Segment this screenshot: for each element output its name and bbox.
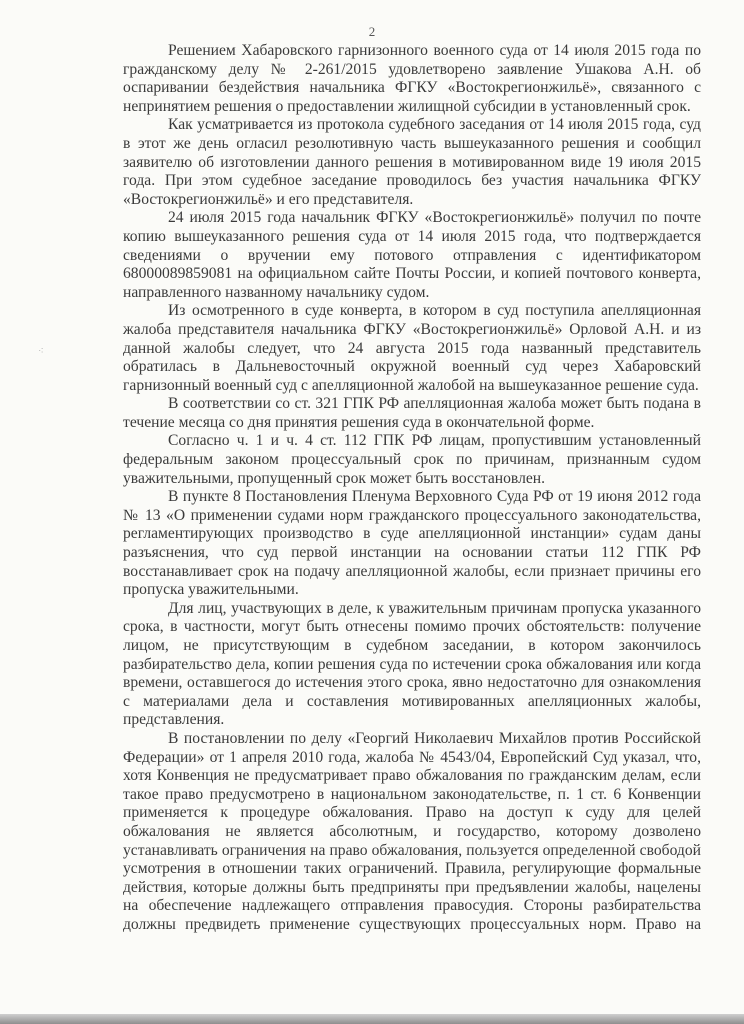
paragraph: Согласно ч. 1 и ч. 4 ст. 112 ГПК РФ лицам, пропустившим установленный федеральным законом процессуальный срок по причинам, признанным судом уважительными, пропущенный срок может быть восстановлен. — [123, 432, 701, 487]
paragraph: В соответствии со ст. 321 ГПК РФ апелляционная жалоба может быть подана в течение месяца со дня принятия решения суда в окончательной форме. — [123, 395, 701, 431]
paragraph: Решением Хабаровского гарнизонного военного суда от 14 июля 2015 года по гражданскому делу № 2-261/2015 удовлетворено заявление Ушакова А.Н. об оспаривании бездействия начальника ФГКУ «Востокрегионжильё», связанного с непринятием решения о предоставлении жилищной субсидии в установленный срок. — [123, 42, 701, 115]
scan-edge — [0, 1014, 744, 1024]
scan-mark: ⁖ — [38, 346, 44, 357]
paragraph: Для лиц, участвующих в деле, к уважительным причинам пропуска указанного срока, в частности, могут быть отнесены помимо прочих обстоятельств: получение лицом, не присутствующим в судебном заседании, в котором закончилось разбирательство дела, копии решения суда по истечении срока обжалования или когда времени, оставшегося до истечения этого срока, явно недостаточно для ознакомления с материалами дела и составления мотивированных апелляционных жалобы, представления. — [123, 599, 701, 729]
paragraph: В пункте 8 Постановления Пленума Верховного Суда РФ от 19 июня 2012 года № 13 «О применении судами норм гражданского процессуального законодательства, регламентирующих производство в суде апелляционной инстанции» судам даны разъяснения, что суд первой инстанции на основании статьи 112 ГПК РФ восстанавливает срок на подачу апелляционной жалобы, если признает причины его пропуска уважительными. — [123, 488, 701, 599]
page-number: 2 — [368, 24, 376, 39]
paragraph: Из осмотренного в суде конверта, в котором в суд поступила апелляционная жалоба представителя начальника ФГКУ «Востокрегионжильё» Орловой А.Н. и из данной жалобы следует, что 24 августа 2015 года названный представитель обратилась в Дальневосточный окружной военный суд через Хабаровский гарнизонный военный суд с апелляционной жалобой на вышеуказанное решение суда. — [123, 302, 701, 394]
paragraph-continued: В постановлении по делу «Георгий Николаевич Михайлов против Российской Федерации» от 1 апреля 2010 года, жалоба № 4543/04, Европейский Суд указал, что, хотя Конвенция не предусматривает право обжалования по гражданским делам, если такое право предусмотрено в национальном законодательстве, п. 1 ст. 6 Конвенции применяется к процедуре обжалования. Право на доступ к суду для целей обжалования не является абсолютным, и государство, которому дозволено устанавливать ограничения на право обжалования, пользуется определенной свободой усмотрения в отношении таких ограничений. Правила, регулирующие формальные действия, которые должны быть предприняты при предъявлении жалобы, нацелены на обеспечение надлежащего отправления правосудия. Стороны разбирательства должны предвидеть применение существующих процессуальных норм. Право на — [123, 729, 701, 933]
paragraph: 24 июля 2015 года начальник ФГКУ «Востокрегионжильё» получил по почте копию вышеуказанного решения суда от 14 июля 2015 года, что подтверждается сведениями о вручении ему потового отправления с идентификатором 68000089859081 на официальном сайте Почты России, и копией почтового конверта, направленного названному начальнику судом. — [123, 209, 701, 301]
document-body — [123, 42, 701, 935]
paragraph: Как усматривается из протокола судебного заседания от 14 июля 2015 года, суд в этот же день огласил резолютивную часть вышеуказанного решения и сообщил заявителю об изготовлении данного решения в мотивированном виде 19 июля 2015 года. При этом судебное заседание проводилось без участия начальника ФГКУ «Востокрегионжильё» и его представителя. — [123, 116, 701, 208]
